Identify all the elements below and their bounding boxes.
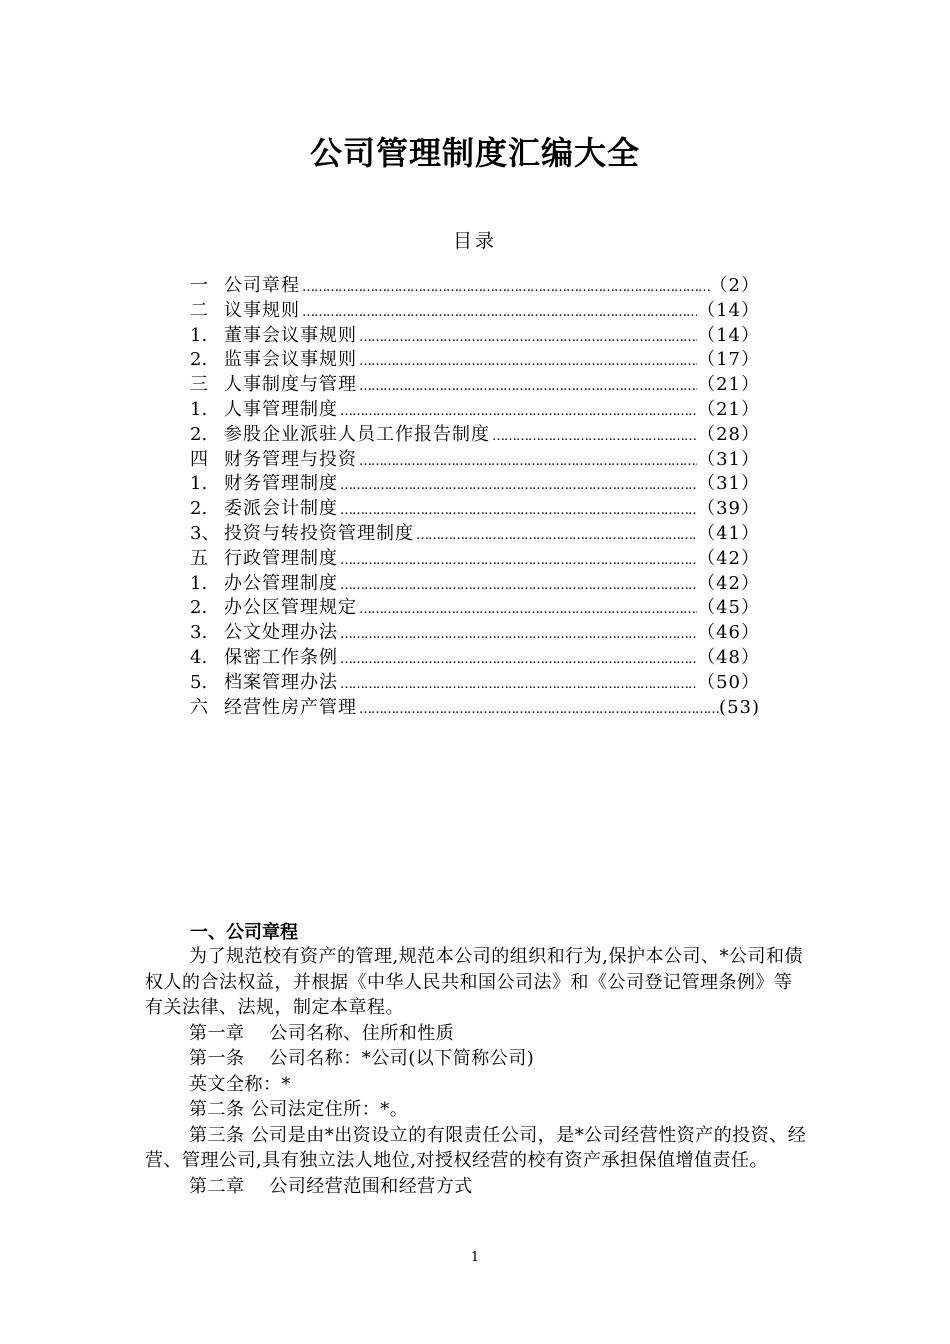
toc-leader-dots: [357, 350, 697, 375]
toc-entry[interactable]: [190, 324, 760, 349]
toc-heading: 目录: [452, 230, 497, 252]
toc-entry-label: 公文处理办法: [224, 622, 338, 644]
toc-entry[interactable]: [190, 448, 760, 473]
toc-entry-page: （17）: [697, 349, 760, 371]
toc-entry-label: 人事制度与管理: [224, 374, 357, 396]
toc-entry-number: 3.: [190, 622, 208, 644]
toc-entry-label: 议事规则: [224, 299, 300, 321]
section-heading: 一、公司章程: [190, 922, 298, 943]
toc-entry-number: 5.: [190, 671, 208, 693]
toc-entry-label: 人事管理制度: [224, 398, 338, 420]
toc-entry[interactable]: [190, 696, 760, 721]
toc-entry-number: 1.: [190, 572, 208, 594]
toc-entry-number: 五: [190, 547, 208, 569]
document-title: 公司管理制度汇编大全: [309, 134, 640, 172]
toc-entry-page: （2）: [709, 275, 760, 296]
toc-entry[interactable]: [190, 398, 760, 423]
toc-entry-label: 投资与转投资管理制度: [224, 522, 414, 544]
toc-entry-number: 1.: [190, 473, 208, 495]
toc-entry[interactable]: [190, 423, 760, 448]
toc-entry[interactable]: [190, 572, 760, 597]
body-text: [145, 944, 810, 1199]
toc-entry[interactable]: [190, 596, 760, 621]
toc-leader-dots: [338, 648, 697, 673]
paragraph: 第一条 公司名称：*公司(以下简称公司): [189, 1048, 535, 1069]
toc-entry-number: 2.: [190, 498, 208, 520]
toc-entry-number: 二: [190, 299, 208, 321]
toc-entry-label: 财务管理制度: [224, 473, 338, 495]
toc-entry-page: （50）: [697, 671, 760, 693]
toc-entry[interactable]: [190, 373, 760, 398]
toc-leader-dots: [357, 598, 697, 623]
toc-leader-dots: [357, 326, 697, 351]
toc-entry[interactable]: [190, 621, 760, 646]
toc-entry-label: 监事会议事规则: [224, 349, 357, 371]
toc-entry-number: 1.: [190, 324, 208, 346]
toc-entry-number: 2.: [190, 349, 208, 371]
toc-entry-page: （46）: [697, 622, 760, 644]
toc-entry-page: （48）: [697, 646, 760, 668]
toc-entry-page: (53): [719, 696, 760, 718]
toc-entry-label: 办公区管理规定: [224, 597, 357, 619]
paragraph: 第二条 公司法定住所：*。: [189, 1099, 409, 1120]
toc-entry[interactable]: [190, 671, 760, 696]
paragraph: 第二章 公司经营范围和经营方式: [189, 1175, 473, 1197]
toc-leader-dots: [490, 425, 697, 450]
toc-entry-label: 董事会议事规则: [224, 324, 357, 346]
toc-entry-page: （31）: [697, 448, 760, 470]
toc-leader-dots: [338, 499, 697, 524]
toc-entry[interactable]: [190, 497, 760, 522]
toc-entry-label: 委派会计制度: [224, 498, 338, 520]
toc-entry-page: （42）: [697, 572, 760, 594]
toc-leader-dots: [338, 673, 697, 698]
toc-entry-label: 保密工作条例: [224, 646, 338, 668]
toc-leader-dots: [357, 450, 697, 475]
toc-entry-label: 行政管理制度: [224, 547, 338, 569]
toc-entry-number: 四: [190, 448, 208, 470]
toc-entry[interactable]: [190, 348, 760, 373]
toc-entry[interactable]: [190, 274, 760, 299]
table-of-contents: [190, 274, 760, 720]
toc-leader-dots: [414, 524, 697, 549]
paragraph: 英文全称：*: [189, 1073, 291, 1095]
toc-entry-page: （21）: [697, 374, 760, 396]
toc-entry-label: 经营性房产管理: [224, 696, 357, 718]
toc-entry-number: 3、: [190, 522, 220, 544]
toc-leader-dots: [357, 375, 697, 400]
toc-leader-dots: [300, 301, 697, 326]
toc-entry-label: 参股企业派驻人员工作报告制度: [224, 423, 490, 445]
toc-leader-dots: [357, 698, 719, 723]
toc-entry-number: 六: [190, 696, 208, 718]
toc-entry[interactable]: [190, 299, 760, 324]
toc-entry[interactable]: [190, 547, 760, 572]
toc-entry-page: （21）: [697, 398, 760, 420]
toc-entry-number: 1.: [190, 398, 208, 420]
toc-leader-dots: [338, 549, 697, 574]
toc-entry-number: 一: [190, 275, 208, 296]
toc-entry-page: （14）: [697, 324, 760, 346]
toc-entry[interactable]: [190, 472, 760, 497]
toc-entry-label: 档案管理办法: [224, 671, 338, 693]
paragraph: 第三条 公司是由*出资设立的有限责任公司，是*公司经营性资产的投资、经营、管理公司,具有独立法人地位,对授权经营的校有资产承担保值增值责任。: [145, 1124, 807, 1171]
toc-entry-label: 公司章程: [224, 275, 300, 296]
toc-entry-page: （45）: [697, 597, 760, 619]
toc-entry-page: （39）: [697, 498, 760, 520]
toc-entry-number: 2.: [190, 423, 208, 445]
toc-entry-label: 财务管理与投资: [224, 448, 357, 470]
toc-entry-number: 4.: [190, 646, 208, 668]
toc-entry-number: 三: [190, 374, 208, 396]
toc-leader-dots: [338, 474, 697, 499]
paragraph: 为了规范校有资产的管理,规范本公司的组织和行为,保护本公司、*公司和债权人的合法权益，并根据《中华人民共和国公司法》和《公司登记管理条例》等有关法律、法规，制定本章程。: [145, 946, 803, 1018]
toc-leader-dots: [338, 574, 697, 599]
paragraph: 第一章 公司名称、住所和性质: [189, 1022, 455, 1044]
toc-entry-page: （42）: [697, 547, 760, 569]
toc-leader-dots: [338, 623, 697, 648]
toc-leader-dots: [300, 276, 710, 301]
toc-entry-page: （14）: [697, 299, 760, 321]
toc-entry[interactable]: [190, 522, 760, 547]
toc-entry-page: （28）: [697, 423, 760, 445]
toc-entry-number: 2.: [190, 597, 208, 619]
toc-entry[interactable]: [190, 646, 760, 671]
toc-leader-dots: [338, 400, 697, 425]
page-number: 1: [470, 1250, 480, 1265]
toc-entry-page: （41）: [697, 522, 760, 544]
toc-entry-label: 办公管理制度: [224, 572, 338, 594]
toc-entry-page: （31）: [697, 473, 760, 495]
